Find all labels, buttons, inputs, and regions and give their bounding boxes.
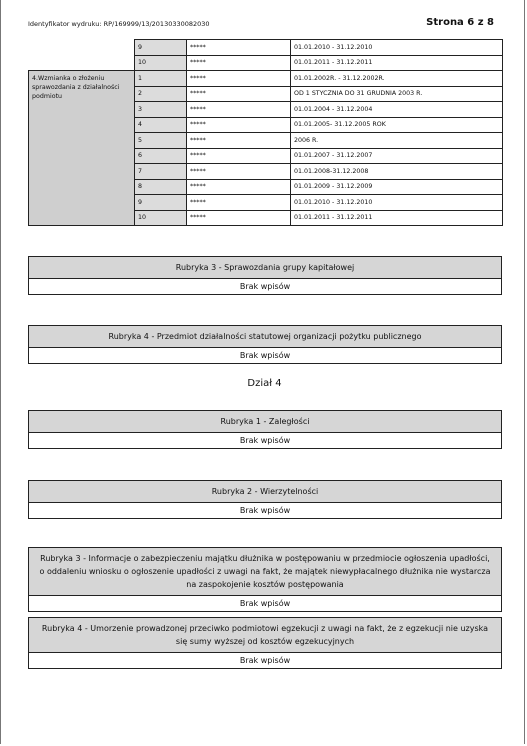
entry-period: 01.01.2002R. - 31.12.2002R.: [291, 71, 503, 87]
entry-mask: *****: [187, 179, 291, 195]
entry-period: 01.01.2004 - 31.12.2004: [291, 102, 503, 118]
entry-period: 01.01.2010 - 31.12.2010: [291, 40, 503, 56]
entry-period: 01.01.2009 - 31.12.2009: [291, 179, 503, 195]
entry-number: 9: [135, 40, 187, 56]
table-row: [29, 55, 503, 71]
rubric-title: Rubryka 1 - Zaległości: [29, 411, 501, 433]
entry-mask: *****: [187, 55, 291, 71]
rubric-box: [28, 617, 502, 669]
entry-period: 01.01.2007 - 31.12.2007: [291, 148, 503, 164]
entry-number: 7: [135, 164, 187, 180]
rubric-body: Brak wpisów: [239, 436, 291, 445]
entry-period: 01.01.2008-31.12.2008: [291, 164, 503, 180]
entry-number: 2: [135, 86, 187, 102]
entry-period: 01.01.2011 - 31.12.2011: [291, 210, 503, 226]
table-row: [29, 40, 503, 56]
page-number: Strona 6 z 8: [426, 17, 494, 28]
rubric-title: Rubryka 2 - Wierzytelności: [29, 481, 501, 503]
entry-period: 2006 R.: [291, 133, 503, 149]
entry-number: 6: [135, 148, 187, 164]
table-row: [29, 71, 503, 87]
rubric-title: Rubryka 4 - Umorzenie prowadzonej przeciwko podmiotowi egzekucji z uwagi na fakt, że z egzekucji nie uzyska się sumy wyższej od kosztów egzekucyjnych: [29, 618, 501, 653]
entry-mask: *****: [187, 164, 291, 180]
entry-number: 4: [135, 117, 187, 133]
rubric-body: Brak wpisów: [239, 599, 291, 608]
entry-mask: *****: [187, 117, 291, 133]
entry-number: 1: [135, 71, 187, 87]
rubric-box: [28, 547, 502, 612]
section-label: 4.Wzmianka o złożeniu sprawozdania z działalności podmiotu: [29, 71, 135, 226]
entry-number: 5: [135, 133, 187, 149]
entry-mask: *****: [187, 133, 291, 149]
entry-number: 10: [135, 55, 187, 71]
rubric-box: [28, 410, 502, 449]
rubric-box: [28, 256, 502, 295]
entry-mask: *****: [187, 195, 291, 211]
entry-mask: *****: [187, 210, 291, 226]
entry-mask: *****: [187, 71, 291, 87]
rubric-body: Brak wpisów: [239, 351, 291, 360]
rubric-box: [28, 325, 502, 364]
entry-mask: *****: [187, 86, 291, 102]
rubric-body: Brak wpisów: [239, 282, 291, 291]
entry-period: 01.01.2010 - 31.12.2010: [291, 195, 503, 211]
entry-period: 01.01.2011 - 31.12.2011: [291, 55, 503, 71]
entry-number: 9: [135, 195, 187, 211]
rubric-body: Brak wpisów: [239, 656, 291, 665]
rubric-title: Rubryka 4 - Przedmiot działalności statutowej organizacji pożytku publicznego: [29, 326, 501, 348]
entry-period: 01.01.2005- 31.12.2005 ROK: [291, 117, 503, 133]
rubric-box: [28, 480, 502, 519]
rubric-title: Rubryka 3 - Informacje o zabezpieczeniu majątku dłużnika w postępowaniu w przedmiocie ogłoszenia upadłości, o oddaleniu wniosku o ogłoszenie upadłości z uwagi na fakt, że majątek niewypłacalnego dłużnika nie wystarcza na zaspokojenie kosztów postępowania: [29, 548, 501, 596]
entry-mask: *****: [187, 102, 291, 118]
rubric-body: Brak wpisów: [239, 506, 291, 515]
entry-number: 10: [135, 210, 187, 226]
entry-mask: *****: [187, 40, 291, 56]
entry-number: 8: [135, 179, 187, 195]
print-identifier: Identyfikator wydruku: RP/169999/13/20130330082030: [28, 20, 210, 28]
register-table: [28, 39, 503, 226]
entry-mask: *****: [187, 148, 291, 164]
entry-number: 3: [135, 102, 187, 118]
section-heading: Dział 4: [247, 378, 282, 389]
rubric-title: Rubryka 3 - Sprawozdania grupy kapitałowej: [29, 257, 501, 279]
entry-period: OD 1 STYCZNIA DO 31 GRUDNIA 2003 R.: [291, 86, 503, 102]
